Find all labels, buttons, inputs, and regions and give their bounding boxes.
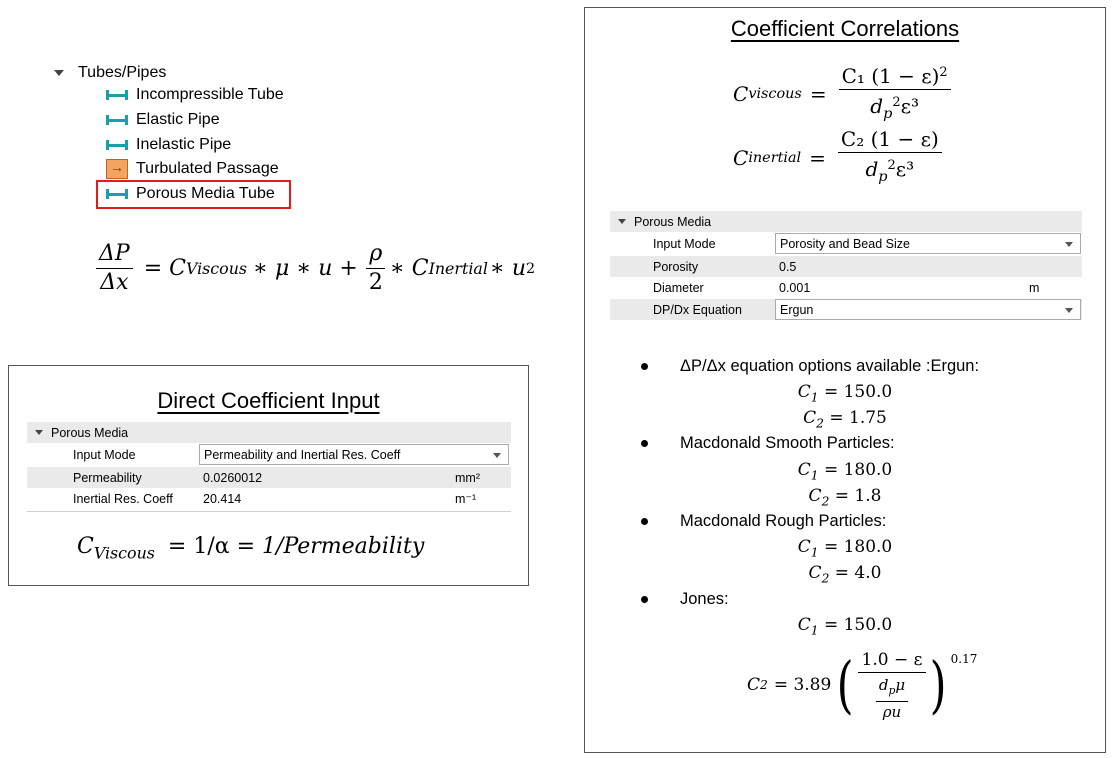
list-item-text: ΔP/Δx equation options available :Ergun: (680, 357, 980, 375)
left-paren: ( (836, 647, 854, 721)
jones-c1: $C_1 = 150.0$ (797, 615, 893, 638)
eq-c-symbol: C (169, 256, 186, 281)
input-mode-dropdown[interactable] (199, 444, 509, 465)
section-header-porous-media[interactable] (610, 211, 1082, 232)
coefficient-correlations-panel (584, 7, 1106, 753)
eq2-fraction (838, 126, 942, 190)
inertial-correlation-equation: C inertial = $\frac{\text{C₂ (1 − ε)}}{d_p^2\varepsilon^3}$ (733, 126, 946, 190)
collapse-caret-icon[interactable] (618, 219, 626, 224)
bullet-icon (641, 596, 648, 603)
eq-denominator: Δx (100, 270, 129, 295)
selection-highlight-box (96, 180, 291, 209)
eq1-num: C₁ (1 − ε) (841, 64, 940, 89)
eq2-den-tail: ε³ (895, 157, 915, 182)
row-dpdx-equation (610, 299, 1082, 320)
section-label: Porous Media (51, 425, 129, 440)
eq2-den-sub: p (878, 169, 888, 186)
tree-item-label: Incompressible Tube (136, 86, 284, 103)
porosity-value[interactable]: 0.5 (779, 259, 797, 274)
cv-rhs: = 1/α (167, 534, 230, 559)
jones-lhs: = 3.89 (773, 674, 832, 695)
macdonald-rough-c2: $C_2 = 4.0$ (808, 563, 882, 586)
panel-title: Direct Coefficient Input (157, 388, 380, 413)
tree-item-inelastic-pipe[interactable] (106, 134, 231, 156)
list-item (641, 434, 895, 453)
input-mode-value: Porosity and Bead Size (780, 236, 910, 251)
list-item (641, 590, 729, 609)
eq-rho: ρ (366, 240, 385, 269)
eq-c-inertial-sub: Inertial (428, 259, 488, 278)
row-porosity (610, 256, 1082, 277)
dpdx-equation-label: DP/Dx Equation (653, 302, 742, 317)
eq2-sub: inertial (748, 150, 802, 167)
tree-item-label: Elastic Pipe (136, 111, 220, 128)
tree-item-elastic-pipe[interactable] (106, 109, 220, 131)
dropdown-arrow-icon (1065, 242, 1073, 247)
panel-title: Coefficient Correlations (730, 16, 960, 41)
eq2-num: C₂ (1 − ε) (838, 126, 942, 153)
inertial-res-coeff-unit: m⁻¹ (455, 492, 477, 506)
eq1-den-pow: 2 (892, 95, 901, 111)
eq-equals: = (136, 256, 170, 281)
tree-item-incompressible-tube[interactable] (106, 84, 284, 106)
inertial-res-coeff-value[interactable]: 20.414 (203, 491, 242, 506)
inertial-res-coeff-label: Inertial Res. Coeff (73, 491, 173, 506)
viscous-correlation-equation: C viscous = $\frac{C_1 (1 - \varepsilon)^2}{d_p^2\varepsilon^3}$ (733, 60, 955, 127)
grid-divider (27, 511, 511, 512)
macdonald-smooth-c2: $C_2 = 1.8$ (808, 486, 882, 509)
input-mode-dropdown[interactable] (775, 233, 1081, 254)
direct-coefficient-panel (8, 365, 529, 586)
tube-icon (106, 115, 128, 125)
cv-rhs-permeability: = 1/Permeability (236, 534, 425, 559)
row-input-mode (27, 444, 511, 465)
macdonald-rough-c1: $C_1 = 180.0$ (797, 537, 893, 560)
diameter-label: Diameter (653, 280, 704, 295)
jones-numerator: 1.0 − ε (858, 648, 927, 673)
turbulated-passage-icon (106, 159, 128, 179)
tube-icon (106, 90, 128, 100)
rho-half-fraction (366, 240, 386, 297)
cv-sub: Viscous (93, 543, 155, 563)
macdonald-smooth-c1: $C_1 = 180.0$ (797, 460, 893, 483)
bullet-icon (641, 363, 648, 370)
eq-c-viscous-sub: Viscous (185, 259, 248, 278)
tube-icon (106, 140, 128, 150)
list-item-text: Jones: (680, 590, 729, 608)
dpdx-equation-value: Ergun (780, 302, 814, 317)
ergun-c1: $C_1 = 150.0$ (797, 382, 893, 405)
diameter-unit: m (1029, 280, 1040, 295)
permeability-value[interactable]: 0.0260012 (203, 470, 263, 485)
eq-two: 2 (368, 270, 383, 295)
input-mode-label: Input Mode (73, 447, 136, 462)
porous-media-property-grid (27, 422, 511, 512)
input-mode-value: Permeability and Inertial Res. Coeff (204, 447, 401, 462)
dropdown-arrow-icon (493, 453, 501, 458)
ergun-c2: $C_2 = 1.75$ (803, 408, 887, 431)
eq-mu-u: ∗ μ ∗ u + (253, 256, 358, 281)
section-label: Porous Media (634, 214, 712, 229)
permeability-unit: mm² (455, 470, 480, 485)
dropdown-arrow-icon (1065, 308, 1073, 313)
row-input-mode (610, 233, 1082, 254)
bullet-icon (641, 518, 648, 525)
row-inertial-res-coeff (27, 488, 511, 509)
eq2-den-pow: 2 (887, 158, 896, 173)
tree-root-label: Tubes/Pipes (78, 64, 167, 81)
collapse-caret-icon[interactable] (35, 430, 43, 435)
porosity-label: Porosity (653, 259, 699, 274)
eq-numerator: ΔP (96, 240, 133, 269)
jones-inner-fraction: $d_p\mu$ ρu (876, 675, 908, 722)
component-tree (54, 62, 166, 84)
permeability-label: Permeability (73, 470, 142, 485)
diameter-value[interactable]: 0.001 (779, 280, 811, 295)
list-item-text: Macdonald Smooth Particles: (680, 434, 895, 452)
row-diameter (610, 277, 1082, 298)
eq2-den: d (865, 157, 879, 182)
list-item (641, 512, 886, 531)
bullet-icon (641, 440, 648, 447)
jones-fraction (858, 648, 927, 722)
eq1-sub: viscous (748, 85, 802, 102)
dp-dx-fraction (96, 240, 133, 297)
tree-item-label: Porous Media Tube (136, 185, 275, 202)
list-item (641, 357, 979, 376)
tree-item-label: Turbulated Passage (136, 160, 279, 177)
eq-times: ∗ (389, 256, 412, 281)
dpdx-equation-dropdown[interactable] (775, 299, 1081, 320)
tree-item-label: Inelastic Pipe (136, 136, 232, 153)
right-paren: ) (930, 647, 947, 721)
eq1-num-pow: 2 (939, 65, 948, 80)
expand-caret-icon[interactable] (54, 70, 64, 76)
eq1-den-tail: ε³ (900, 94, 919, 119)
row-permeability (27, 467, 511, 488)
eq1-den-sub: p (883, 106, 893, 123)
porous-media-property-grid (610, 211, 1082, 321)
section-header-porous-media[interactable] (27, 422, 511, 443)
list-item-text: Macdonald Rough Particles: (680, 512, 887, 530)
viscous-coefficient-equation: $C_{Viscous} = 1/\alpha$ = 1/Permeability (77, 534, 425, 563)
eq1-fraction (839, 60, 951, 127)
eq1-den: d (870, 94, 884, 119)
pressure-drop-equation (92, 240, 535, 297)
tree-item-turbulated-passage[interactable] (106, 158, 279, 180)
jones-c2-equation: C 2 = 3.89 ( 1.0 − ε $d_p\mu$ ρu ) $^{0.17}$ (747, 647, 978, 721)
eq-c-symbol: C (411, 256, 429, 281)
jones-exponent: 0.17 (950, 652, 978, 666)
tree-node-tubes-pipes[interactable] (54, 62, 166, 84)
eq-u: ∗ u (489, 256, 527, 281)
input-mode-label: Input Mode (653, 236, 716, 251)
eq-u-power: 2 (526, 260, 536, 277)
